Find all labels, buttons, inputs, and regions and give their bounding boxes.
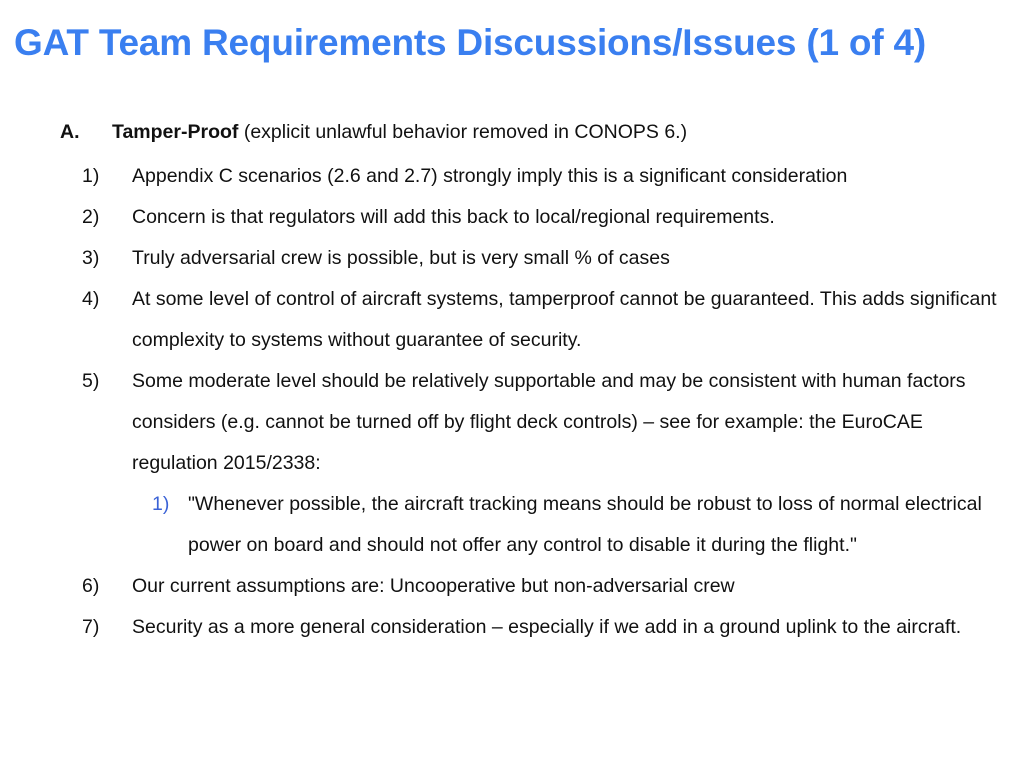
list-item-7 [60, 607, 1000, 648]
list-item-3 [60, 238, 1000, 279]
list-item-number: 7) [82, 616, 100, 638]
list-item-text: At some level of control of aircraft systems, tamperproof cannot be guaranteed. This adds significant complexity to systems without guarantee of security. [132, 288, 997, 351]
numbered-list [60, 156, 1000, 648]
list-item-number: 4) [82, 288, 100, 310]
list-item-text: Concern is that regulators will add this back to local/regional requirements. [132, 206, 775, 228]
sub-list-item-1 [132, 484, 1000, 566]
slide-title: GAT Team Requirements Discussions/Issues (1 of 4) [14, 22, 927, 63]
list-item-4 [60, 279, 1000, 361]
list-item-1 [60, 156, 1000, 197]
list-item-number: 6) [82, 575, 100, 597]
list-item-number: 1) [82, 165, 100, 187]
list-item-number: 2) [82, 206, 100, 228]
list-item-text: Our current assumptions are: Uncooperative but non-adversarial crew [132, 575, 735, 597]
section-heading-text [112, 118, 687, 146]
list-item-number: 3) [82, 247, 100, 269]
section-tamper-proof [60, 118, 1000, 638]
list-item-text: Appendix C scenarios (2.6 and 2.7) strongly imply this is a significant consideration [132, 165, 848, 187]
sub-list [132, 484, 1000, 566]
section-letter: A. [60, 121, 80, 143]
list-item-text: Truly adversarial crew is possible, but is very small % of cases [132, 247, 670, 269]
list-item-2 [60, 197, 1000, 238]
sub-list-item-number: 1) [152, 493, 170, 515]
list-item-6 [60, 566, 1000, 607]
list-item-text: Some moderate level should be relatively supportable and may be consistent with human factors considers (e.g. cannot be turned off by flight deck controls) – see for example: the EuroCAE regulation 2015/2338: [132, 370, 966, 474]
sub-list-item-text: "Whenever possible, the aircraft tracking means should be robust to loss of normal electrical power on board and should not offer any control to disable it during the flight." [188, 493, 982, 556]
section-title: Tamper-Proof [112, 121, 239, 143]
list-item-text: Security as a more general consideration – especially if we add in a ground uplink to the aircraft. [132, 616, 962, 638]
section-note: (explicit unlawful behavior removed in CONOPS 6.) [238, 121, 688, 143]
list-item-number: 5) [82, 370, 100, 392]
section-heading [60, 118, 1000, 146]
list-item-5 [60, 361, 1000, 566]
